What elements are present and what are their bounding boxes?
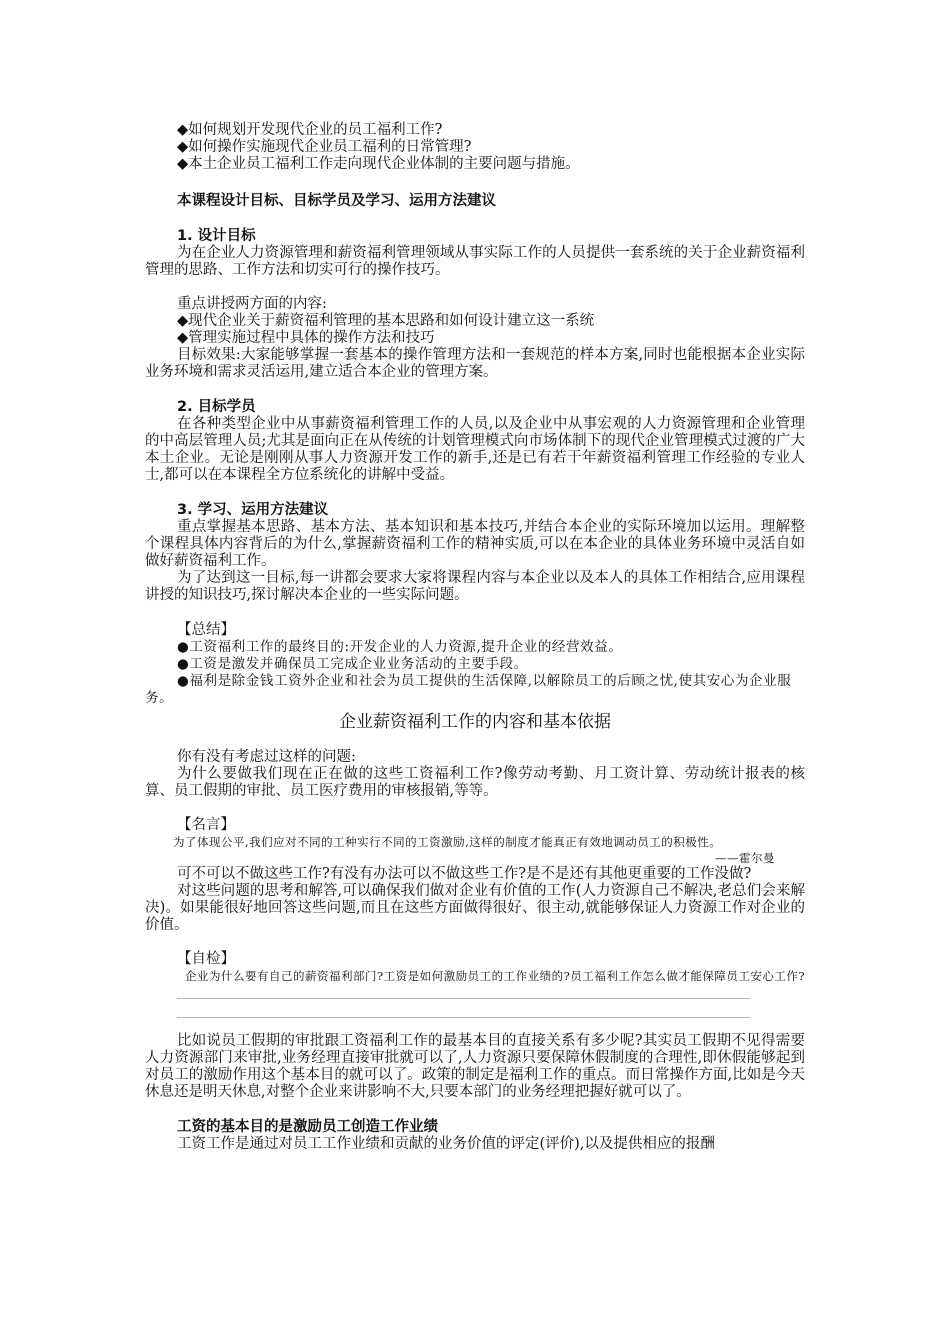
list-item: ●工资是激发并确保员工完成企业业务活动的主要手段。 [177, 656, 528, 672]
section-3-paragraph: 为了达到这一目标,每一讲都会要求大家将课程内容与本企业以及本人的具体工作相结合,应用课程讲授的知识技巧,探讨解决本企业的一些实际问题。 [145, 570, 805, 603]
list-item: ●福利是除金钱工资外企业和社会为员工提供的生活保障,以解除员工的后顾之忧,使其安心为企业服务。 [145, 673, 792, 706]
section-3-heading: 3. 学习、运用方法建议 [177, 502, 329, 518]
selfcheck-text: 企业为什么要有自己的薪资福利部门?工资是如何激励员工的工作业绩的?员工福利工作怎么做才能保障员工安心工作? [185, 969, 805, 983]
section-2-paragraph: 在各种类型企业中从事薪资福利管理工作的人员,以及企业中从事宏观的人力资源管理和企业管理的中高层管理人员;尤其是面向正在从传统的计划管理模式向市场体制下的现代企业管理模式过渡的广大本土企业。无论是刚刚从事人力资源开发工作的新手,还是已有若干年薪资福利管理工作经验的专业人士,都可以在本课程全方位系统化的讲解中受益。 [145, 416, 805, 483]
section-1-paragraph: 重点讲授两方面的内容: [177, 296, 327, 312]
quote-label: 【名言】 [177, 817, 235, 833]
intro-paragraph: 你有没有考虑过这样的问题: [177, 749, 356, 765]
section-1-paragraph: 目标效果:大家能够掌握一套基本的操作管理方法和一套规范的样本方案,同时也能根据本企业实际业务环境和需求灵活运用,建立适合本企业的管理方案。 [145, 347, 805, 380]
top-bullet-list [145, 122, 805, 173]
after-quote-paragraph: 可不可以不做这些工作?有没有办法可以不做这些工作?是不是还有其他更重要的工作没做? [177, 866, 752, 882]
list-item: ◆本土企业员工福利工作走向现代企业体制的主要问题与措施。 [177, 156, 580, 172]
section-1-paragraph: 为在企业人力资源管理和薪资福利管理领域从事实际工作的人员提供一套系统的关于企业薪资福利管理的思路、工作方法和切实可行的操作技巧。 [145, 245, 805, 278]
section-3-paragraph: 重点掌握基本思路、基本方法、基本知识和基本技巧,并结合本企业的实际环境加以运用。理解整个课程具体内容背后的为什么,掌握薪资福利工作的精神实质,可以在本企业的具体业务环境中灵活自如做好薪资福利工作。 [145, 519, 805, 569]
section-2-heading: 2. 目标学员 [177, 399, 256, 415]
quote-author: ——霍尔曼 [715, 851, 775, 865]
document-page [145, 122, 805, 1153]
example-paragraph: 比如说员工假期的审批跟工资福利工作的最基本目的直接关系有多少呢?其实员工假期不见得需要人力资源部门来审批,业务经理直接审批就可以了,人力资源只要保障休假制度的合理性,即休假能够起到对员工的激励作用这个基本目的就可以了。政策的制定是福利工作的重点。而日常操作方面,比如是今天休息还是明天休息,对整个企业来讲影响不大,只要本部门的业务经理把握好就可以了。 [145, 1033, 805, 1100]
answer-line [177, 998, 750, 999]
list-item: ◆如何规划开发现代企业的员工福利工作? [177, 122, 443, 138]
answer-line [177, 1017, 750, 1018]
list-item: ◆如何操作实施现代企业员工福利的日常管理? [177, 139, 472, 155]
chapter-title: 企业薪资福利工作的内容和基本依据 [339, 712, 611, 732]
summary-label: 【总结】 [177, 622, 235, 638]
course-heading: 本课程设计目标、目标学员及学习、运用方法建议 [177, 193, 496, 209]
wage-paragraph: 工资工作是通过对员工工作业绩和贡献的业务价值的评定(评价),以及提供相应的报酬 [177, 1136, 715, 1152]
list-item: ●工资福利工作的最终目的:开发企业的人力资源,提升企业的经营效益。 [177, 639, 623, 655]
intro-paragraph: 为什么要做我们现在正在做的这些工资福利工作?像劳动考勤、月工资计算、劳动统计报表的核算、员工假期的审批、员工医疗费用的审核报销,等等。 [145, 766, 805, 799]
wage-heading: 工资的基本目的是激励员工创造工作业绩 [177, 1119, 438, 1135]
list-item: ◆管理实施过程中具体的操作方法和技巧 [177, 330, 435, 346]
selfcheck-label: 【自检】 [177, 951, 235, 967]
section-1-heading: 1. 设计目标 [177, 228, 256, 244]
after-quote-paragraph: 对这些问题的思考和解答,可以确保我们做对企业有价值的工作(人力资源自己不解决,老总们会来解决)。如果能很好地回答这些问题,而且在这些方面做得很好、很主动,就能够保证人力资源工作对企业的价值。 [145, 883, 805, 933]
summary-list [145, 639, 805, 707]
quote-text: 为了体现公平,我们应对不同的工种实行不同的工资激励,这样的制度才能真正有效地调动员工的积极性。 [173, 835, 722, 849]
list-item: ◆现代企业关于薪资福利管理的基本思路和如何设计建立这一系统 [177, 313, 595, 329]
